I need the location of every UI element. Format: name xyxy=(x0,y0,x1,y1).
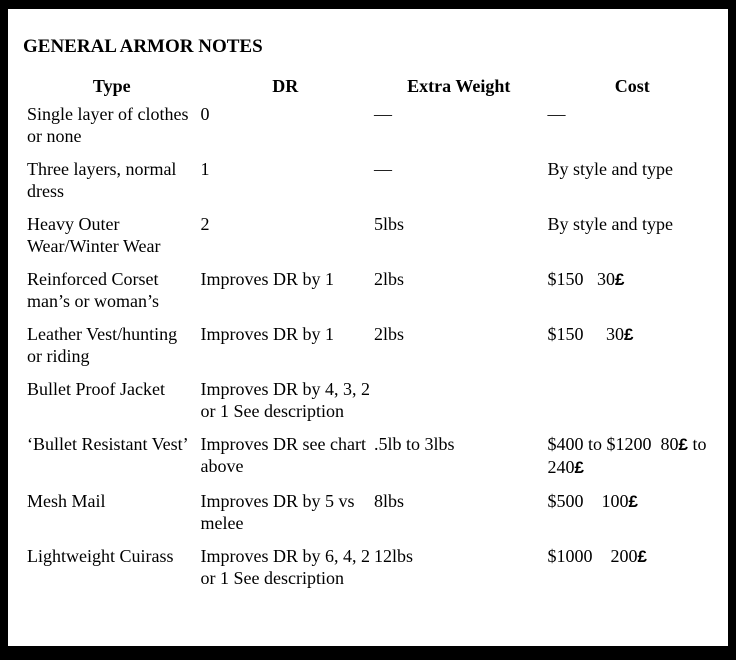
cell-extra-weight: 5lbs xyxy=(374,214,405,234)
cell-dr: Improves DR by 5 vs melee xyxy=(200,491,355,533)
cell-dr: 2 xyxy=(200,214,210,234)
cell-cost: — xyxy=(547,104,566,124)
table-row xyxy=(25,266,719,321)
table-row xyxy=(25,211,719,266)
armor-table xyxy=(25,73,719,598)
table-row xyxy=(25,321,719,376)
table-row xyxy=(25,431,719,488)
cell-extra-weight: 12lbs xyxy=(374,546,414,566)
cell-extra-weight: 2lbs xyxy=(374,324,405,344)
cell-cost: $150 30£ xyxy=(547,269,625,289)
cell-type: Three layers, normal dress xyxy=(27,159,177,201)
table-row xyxy=(25,543,719,598)
cell-dr: Improves DR by 1 xyxy=(200,324,334,344)
cell-type: Lightweight Cuirass xyxy=(27,546,174,566)
cell-extra-weight: 2lbs xyxy=(374,269,405,289)
document-page xyxy=(8,9,728,646)
cell-dr: 0 xyxy=(200,104,210,124)
table-row xyxy=(25,488,719,543)
cell-cost: By style and type xyxy=(547,214,673,234)
cell-extra-weight xyxy=(372,376,546,431)
cell-cost: $400 to $1200 80£ to 240£ xyxy=(547,434,707,477)
cell-extra-weight: 8lbs xyxy=(374,491,405,511)
cell-type: Bullet Proof Jacket xyxy=(27,379,165,399)
table-header-row xyxy=(25,73,719,101)
table-row xyxy=(25,156,719,211)
column-header-cost: Cost xyxy=(614,76,650,96)
cell-cost: $500 100£ xyxy=(547,491,638,511)
cell-type: Single layer of clothes or none xyxy=(27,104,189,146)
cell-dr: Improves DR by 1 xyxy=(200,269,334,289)
column-header-extra-weight: Extra Weight xyxy=(407,76,511,96)
column-header-dr: DR xyxy=(272,76,299,96)
cell-cost: $150 30£ xyxy=(547,324,634,344)
cell-cost: By style and type xyxy=(547,159,673,179)
cell-cost xyxy=(546,376,720,431)
cell-type: Reinforced Corset man’s or woman’s xyxy=(27,269,159,311)
cell-extra-weight: — xyxy=(374,104,392,124)
table-row xyxy=(25,376,719,431)
cell-dr: 1 xyxy=(200,159,210,179)
cell-extra-weight: — xyxy=(374,159,392,179)
table-row xyxy=(25,101,719,156)
cell-dr: Improves DR see chart above xyxy=(200,434,366,476)
cell-cost: $1000 200£ xyxy=(547,546,647,566)
column-header-type: Type xyxy=(92,76,131,96)
cell-type: Mesh Mail xyxy=(27,491,106,511)
cell-type: ‘Bullet Resistant Vest’ xyxy=(27,434,189,454)
page-title: GENERAL ARMOR NOTES xyxy=(23,36,263,57)
cell-type: Leather Vest/hunting or riding xyxy=(27,324,178,366)
cell-dr: Improves DR by 6, 4, 2 or 1 See description xyxy=(200,546,370,588)
cell-extra-weight: .5lb to 3lbs xyxy=(374,434,455,454)
cell-type: Heavy Outer Wear/Winter Wear xyxy=(27,214,161,256)
armor-table-body xyxy=(25,101,719,598)
cell-dr: Improves DR by 4, 3, 2 or 1 See description xyxy=(200,379,370,421)
